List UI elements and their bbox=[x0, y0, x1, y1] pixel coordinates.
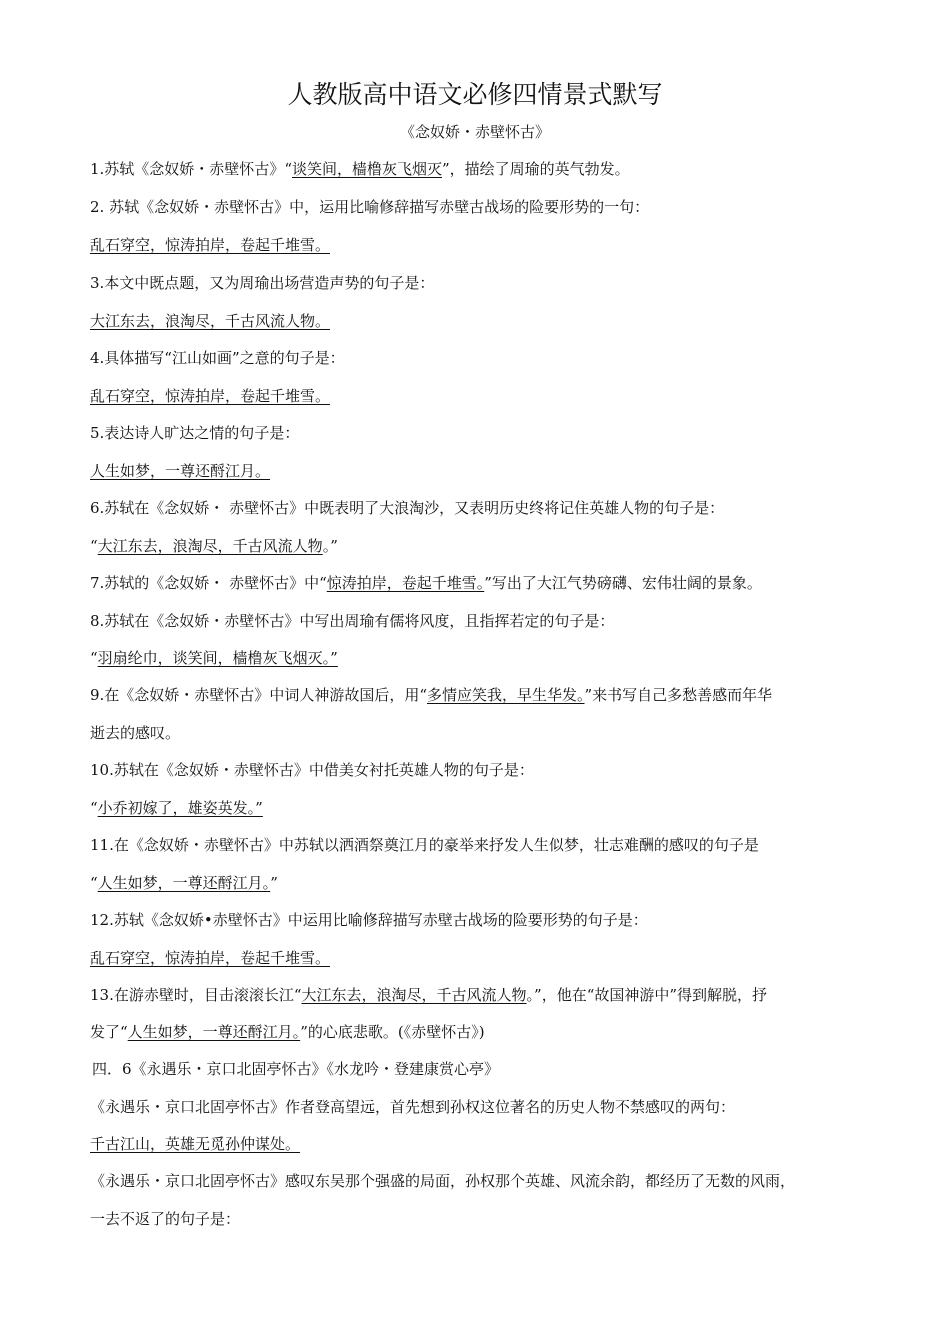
question-12: 12.苏轼《念奴娇•赤壁怀古》中运用比喻修辞描写赤壁古战场的险要形势的句子是： bbox=[90, 911, 648, 929]
section-4-question-1: 《永遇乐・京口北固亭怀古》作者登高望远，首先想到孙权这位著名的历史人物不禁感叹的两句： bbox=[90, 1098, 736, 1116]
section-subtitle: 《念奴娇・赤壁怀古》 bbox=[399, 123, 550, 141]
answer-6: “大江东去，浪淘尽，千古风流人物。” bbox=[90, 537, 338, 555]
question-5: 5.表达诗人旷达之情的句子是： bbox=[90, 424, 300, 442]
answer-12: 乱石穿空，惊涛拍岸，卷起千堆雪。 bbox=[90, 949, 331, 967]
section-4-question-2: 《永遇乐・京口北固亭怀古》感叹东吴那个强盛的局面，孙权那个英雄、风流余韵，都经历了无数的风雨， bbox=[90, 1172, 796, 1190]
question-10: 10.苏轼在《念奴娇・赤壁怀古》中借美女衬托英雄人物的句子是： bbox=[90, 761, 534, 779]
section-4-answer-1: 千古江山，英雄无觅孙仲谋处。 bbox=[90, 1135, 301, 1153]
question-13: 13.在游赤壁时，目击滚滚长江“大江东去，浪淘尽，千古风流人物。”，他在“故国神游中”得到解脱，抒 bbox=[90, 986, 768, 1004]
question-6: 6.苏轼在《念奴娇・ 赤壁怀古》中既表明了大浪淘沙，又表明历史终将记住英雄人物的句子是： bbox=[90, 499, 725, 517]
answer-3: 大江东去，浪淘尽，千古风流人物。 bbox=[90, 312, 331, 330]
answer-10: “小乔初嫁了，雄姿英发。” bbox=[90, 799, 263, 817]
answer-4: 乱石穿空，惊涛拍岸，卷起千堆雪。 bbox=[90, 387, 331, 405]
answer-8: “羽扇纶巾，谈笑间，樯橹灰飞烟灭。” bbox=[90, 649, 338, 667]
question-7: 7.苏轼的《念奴娇・ 赤壁怀古》中“惊涛拍岸，卷起千堆雪。”写出了大江气势磅礴、宏伟壮阔的景象。 bbox=[90, 574, 762, 592]
question-13-cont: 发了“人生如梦，一尊还酹江月。”的心底悲歌。(《赤壁怀古》) bbox=[90, 1023, 485, 1041]
section-4-heading: 四．6《永遇乐・京口北固亭怀古》《水龙吟・登建康赏心亭》 bbox=[92, 1060, 500, 1078]
section-4-question-2-cont: 一去不返了的句子是： bbox=[90, 1210, 241, 1228]
question-9-cont: 逝去的感叹。 bbox=[90, 724, 181, 742]
question-11: 11.在《念奴娇・赤壁怀古》中苏轼以洒酒祭奠江月的豪举来抒发人生似梦，壮志难酬的感叹的句子是 bbox=[90, 836, 759, 854]
page-title: 人教版高中语文必修四情景式默写 bbox=[287, 80, 663, 109]
question-4: 4.具体描写“江山如画”之意的句子是： bbox=[90, 349, 345, 367]
answer-underline: 谈笑间，樯橹灰飞烟灭 bbox=[291, 160, 442, 178]
question-1: 1.苏轼《念奴娇・赤壁怀古》“谈笑间，樯橹灰飞烟灭”，描绘了周瑜的英气勃发。 bbox=[90, 160, 630, 178]
question-8: 8.苏轼在《念奴娇・赤壁怀古》中写出周瑜有儒将风度，且指挥若定的句子是： bbox=[90, 612, 615, 630]
question-9: 9.在《念奴娇・赤壁怀古》中词人神游故国后，用“多情应笑我，早生华发。”来书写自己多愁善感而年华 bbox=[90, 686, 773, 704]
question-3: 3.本文中既点题，又为周瑜出场营造声势的句子是： bbox=[90, 274, 435, 292]
answer-11: “人生如梦，一尊还酹江月。” bbox=[90, 874, 278, 892]
answer-5: 人生如梦，一尊还酹江月。 bbox=[90, 462, 271, 480]
answer-2: 乱石穿空，惊涛拍岸，卷起千堆雪。 bbox=[90, 236, 331, 254]
question-2: 2. 苏轼《念奴娇・赤壁怀古》中，运用比喻修辞描写赤壁古战场的险要形势的一句： bbox=[90, 198, 650, 216]
